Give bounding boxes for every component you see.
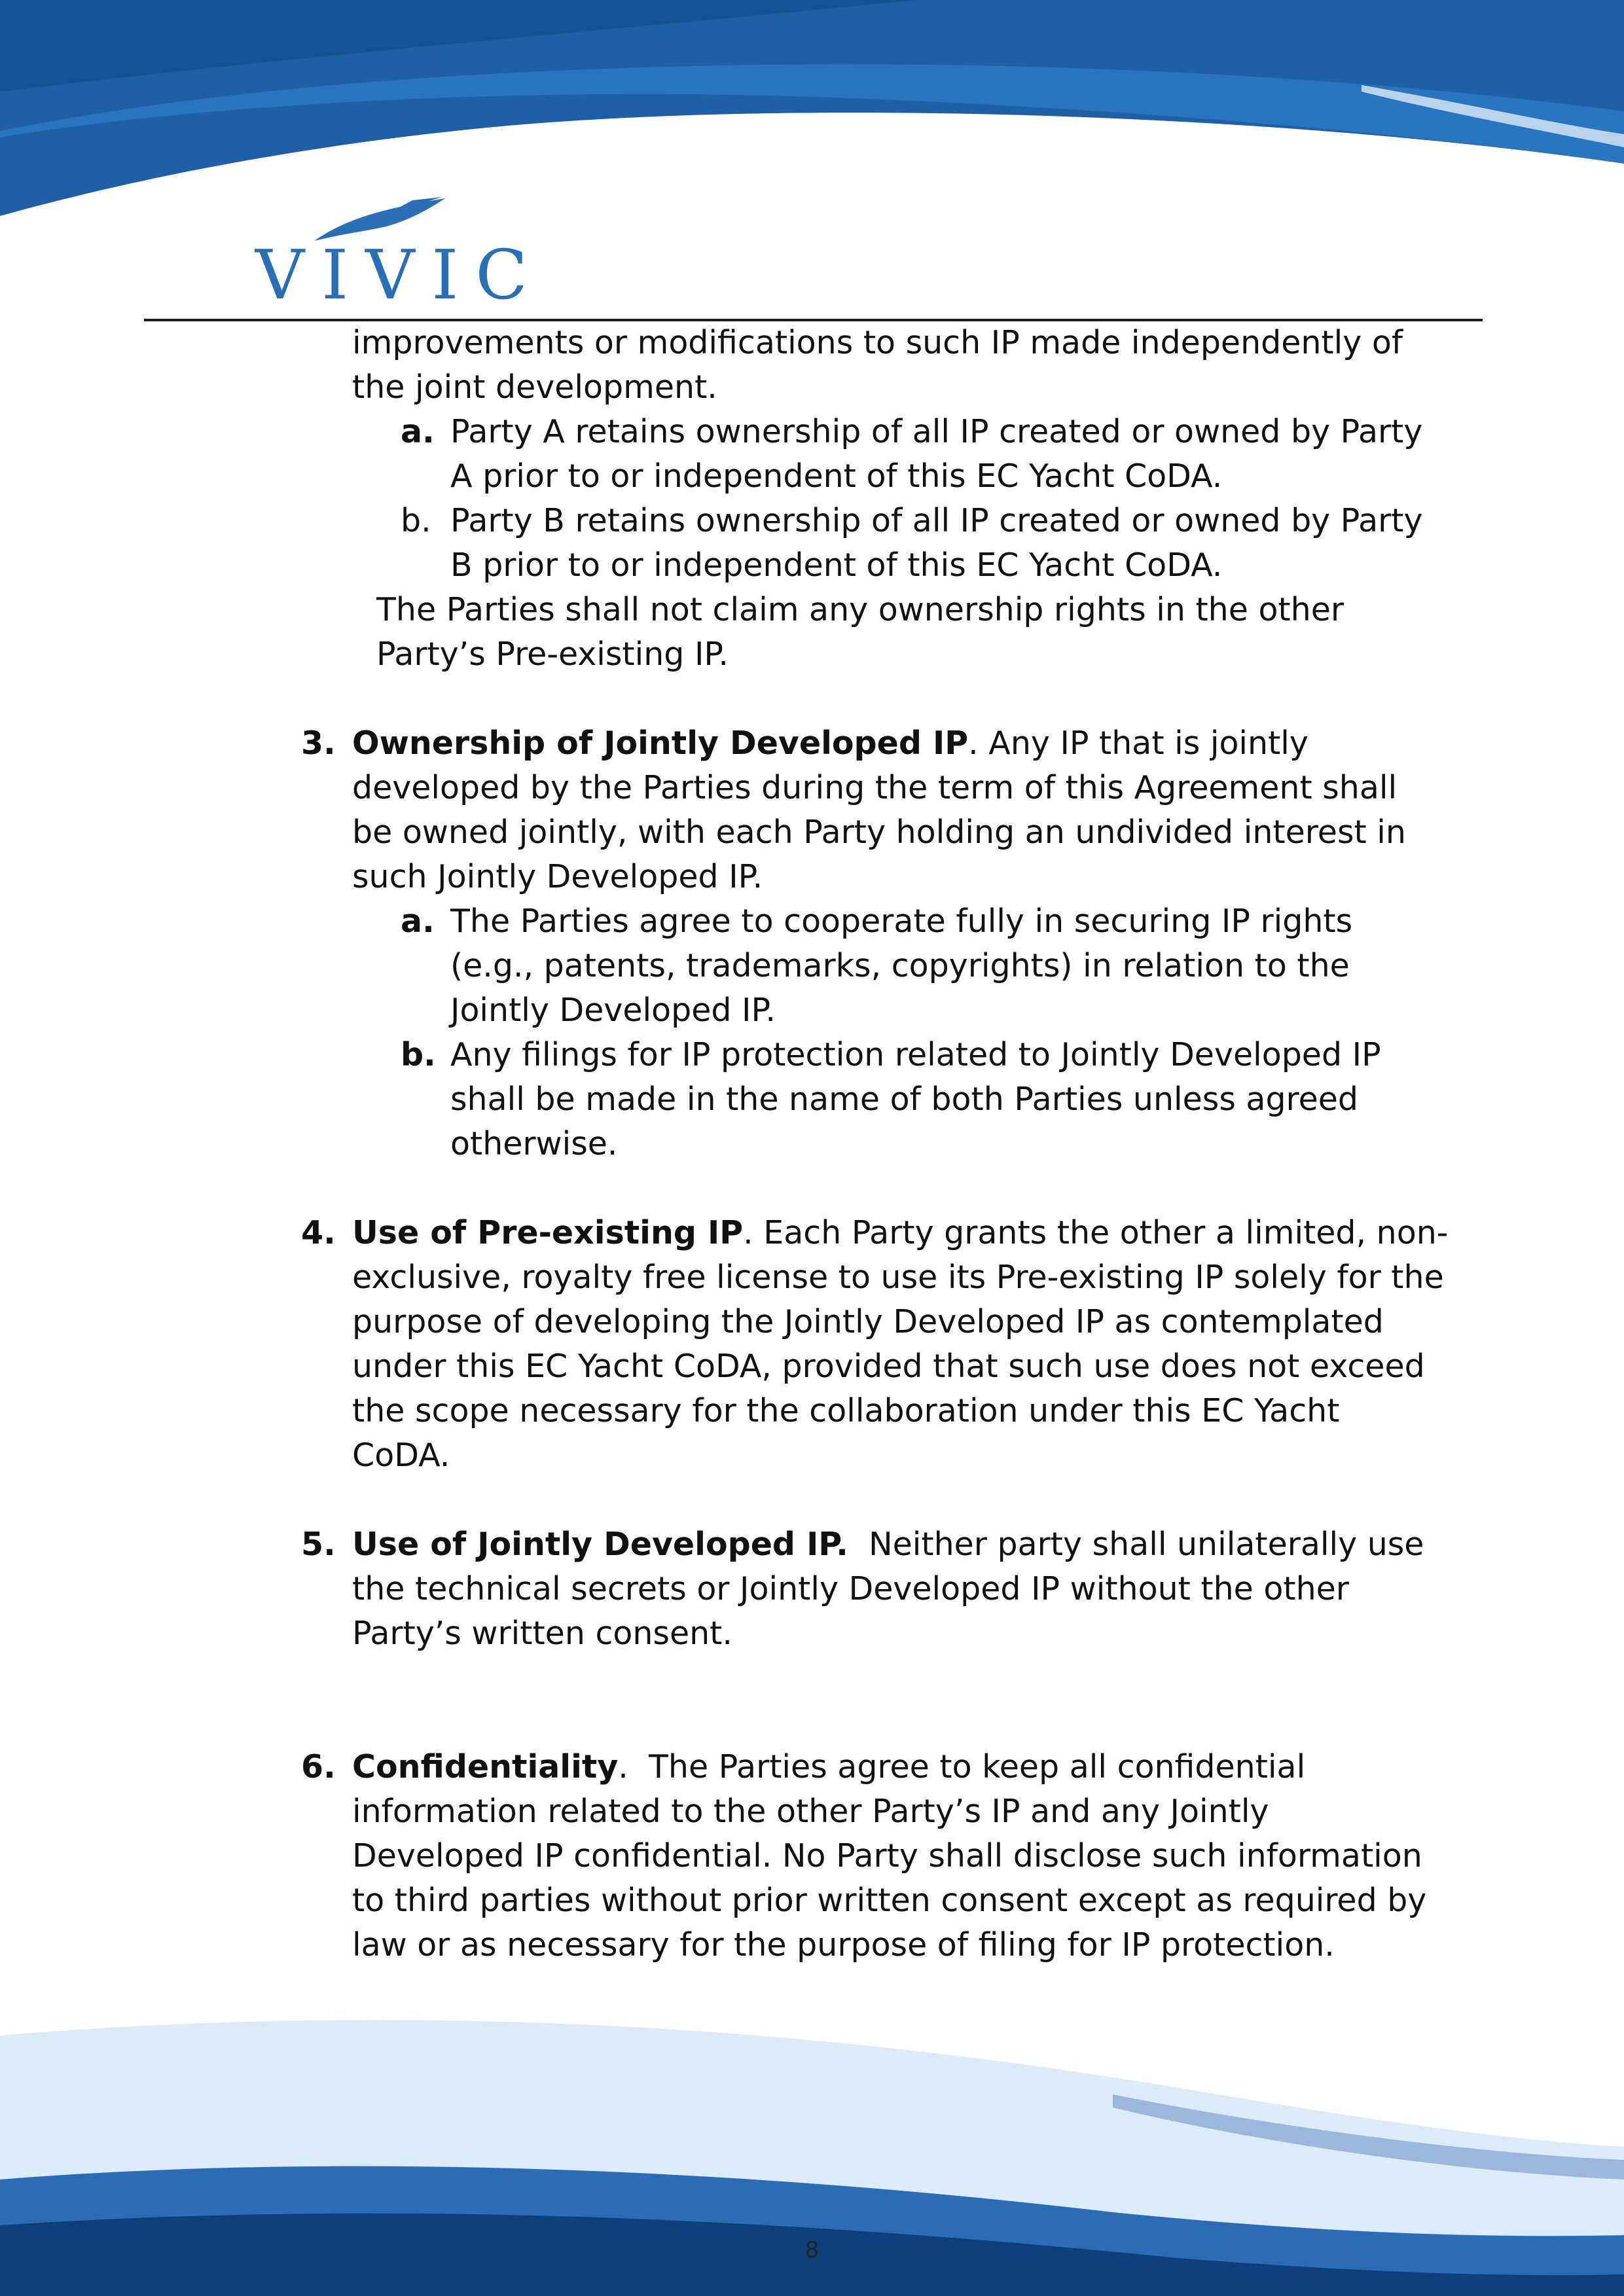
intro-line-2: the joint development. — [352, 368, 717, 406]
section-3-first-rest: . Any IP that is jointly — [968, 725, 1308, 762]
section-6-first-line — [352, 1745, 1305, 1789]
section-4-heading: Use of Pre-existing IP — [352, 1214, 744, 1251]
section-5-number: 5. — [301, 1526, 336, 1563]
intro-closing-line-1: The Parties shall not claim any ownership rights in the other — [376, 591, 1344, 628]
section-3-line-4: such Jointly Developed IP. — [352, 858, 763, 895]
section-3-item-b-marker: b. — [401, 1036, 436, 1073]
section-5-heading: Use of Jointly Developed IP. — [352, 1526, 848, 1563]
section-6-first-rest: . The Parties agree to keep all confidential — [618, 1748, 1306, 1785]
section-5-first-line — [352, 1522, 1424, 1567]
intro-line-1: improvements or modifications to such IP made independently of — [352, 324, 1403, 361]
intro-item-b-line-2: B prior to or independent of this EC Yacht CoDA. — [450, 547, 1223, 584]
section-3-item-a-marker: a. — [401, 903, 435, 940]
section-5-line-2: the technical secrets or Jointly Developed IP without the other — [352, 1570, 1349, 1607]
section-3-line-2: developed by the Parties during the term of this Agreement shall — [352, 769, 1398, 806]
section-4-line-4: under this EC Yacht CoDA, provided that such use does not exceed — [352, 1348, 1425, 1385]
section-3-item-a-line-3: Jointly Developed IP. — [450, 992, 776, 1029]
section-6-line-4: to third parties without prior written consent except as required by — [352, 1882, 1427, 1919]
section-4-line-2: exclusive, royalty free license to use its Pre-existing IP solely for the — [352, 1259, 1444, 1296]
section-3-item-b-line-3: otherwise. — [450, 1125, 618, 1162]
section-6-line-2: information related to the other Party’s IP and any Jointly — [352, 1793, 1269, 1830]
section-3-item-a-line-2: (e.g., patents, trademarks, copyrights) in relation to the — [450, 947, 1350, 984]
section-3-heading: Ownership of Jointly Developed IP — [352, 725, 969, 762]
section-6-line-3: Developed IP confidential. No Party shall disclose such information — [352, 1837, 1422, 1874]
section-6-number: 6. — [301, 1748, 336, 1785]
section-6-line-5: law or as necessary for the purpose of filing for IP protection. — [352, 1926, 1335, 1964]
section-6-heading: Confidentiality — [352, 1748, 619, 1785]
section-3-number: 3. — [301, 725, 336, 762]
section-3-first-line — [352, 721, 1308, 766]
section-5-line-3: Party’s written consent. — [352, 1615, 732, 1652]
intro-closing-line-2: Party’s Pre-existing IP. — [376, 636, 729, 673]
intro-item-b-marker: b. — [401, 502, 431, 539]
section-3-item-a-line-1: The Parties agree to cooperate fully in securing IP rights — [450, 903, 1353, 940]
section-5-first-rest: Neither party shall unilaterally use — [848, 1526, 1424, 1563]
section-4-line-5: the scope necessary for the collaboration under this EC Yacht — [352, 1392, 1340, 1429]
intro-item-a-marker: a. — [401, 413, 435, 450]
intro-item-a-line-1: Party A retains ownership of all IP created or owned by Party — [450, 413, 1423, 450]
section-3-item-b-line-2: shall be made in the name of both Parties unless agreed — [450, 1081, 1359, 1118]
page-number: 8 — [804, 2237, 820, 2263]
section-4-number: 4. — [301, 1214, 336, 1251]
logo-wordmark: VIVIC — [255, 235, 545, 315]
section-4-line-6: CoDA. — [352, 1437, 450, 1474]
section-4-line-3: purpose of developing the Jointly Developed IP as contemplated — [352, 1303, 1384, 1340]
section-3-item-b-line-1: Any filings for IP protection related to Jointly Developed IP — [450, 1036, 1381, 1073]
intro-item-b-line-1: Party B retains ownership of all IP created or owned by Party — [450, 502, 1423, 539]
section-4-first-rest: . Each Party grants the other a limited, non- — [743, 1214, 1449, 1251]
section-3-line-3: be owned jointly, with each Party holding an undivided interest in — [352, 814, 1406, 851]
intro-item-a-line-2: A prior to or independent of this EC Yacht CoDA. — [450, 457, 1223, 495]
section-4-first-line — [352, 1211, 1448, 1255]
